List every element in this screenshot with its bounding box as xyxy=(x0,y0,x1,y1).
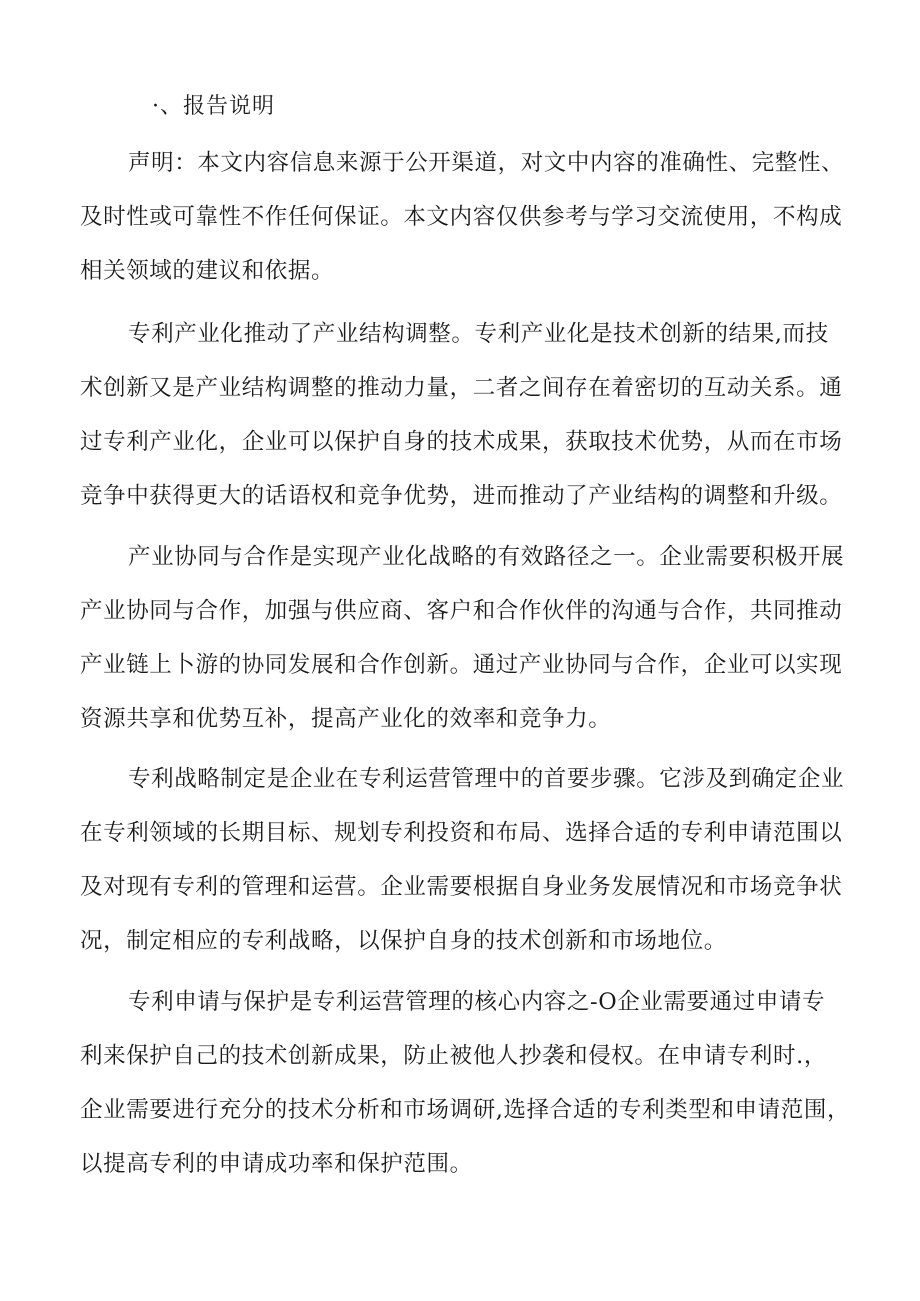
paragraph-line: 及对现有专利的管理和运营。企业需要根据自身业务发展情况和市场竞争状 xyxy=(80,874,843,900)
paragraph-line: 术创新又是产业结构调整的推动力量，二者之间存在着密切的互动关系。通 xyxy=(80,375,843,401)
paragraph-line: 相关领域的建议和依据。 xyxy=(80,258,335,284)
paragraph-line: 及时性或可靠性不作任何保证。本文内容仅供参考与学习交流使用，不构成 xyxy=(80,204,843,230)
paragraph-line: 以提高专利的申请成功率和保护范围。 xyxy=(80,1151,473,1177)
section-heading: ·、报告说明 xyxy=(152,94,275,119)
paragraph-patent-strategy xyxy=(80,752,845,968)
paragraph-line: 专利产业化推动了产业结构调整。专利产业化是技术创新的结果,而技 xyxy=(128,321,829,347)
paragraph-disclaimer xyxy=(80,136,845,298)
paragraph-line: 利来保护自己的技术创新成果，防止被他人抄袭和侵权。在申请专利时.， xyxy=(80,1043,827,1069)
paragraph-line: 声明：本文内容信息来源于公开渠道，对文中内容的准确性、完整性、 xyxy=(128,150,845,176)
paragraph-line: 资源共享和优势互补，提高产业化的效率和竞争力。 xyxy=(80,706,612,732)
paragraph-line: 产业链上卜游的协同发展和合作创新。通过产业协同与合作，企业可以实现 xyxy=(80,652,843,678)
paragraph-line: 竞争中获得更大的话语权和竞争优势，进而推动了产业结构的调整和升级。 xyxy=(80,483,843,509)
paragraph-industrial-collaboration xyxy=(80,530,845,746)
paragraph-patent-application xyxy=(80,975,851,1191)
paragraph-line: 在专利领域的长期目标、规划专利投资和布局、选择合适的专利申请范围以 xyxy=(80,820,843,846)
paragraph-line: 况，制定相应的专利战略，以保护自身的技术创新和市场地位。 xyxy=(80,928,727,954)
paragraph-line: 专利申请与保护是专利运营管理的核心内容之-O企业需要通过申请专 xyxy=(128,989,826,1015)
paragraph-line: 企业需要进行充分的技术分析和市场调研,选择合适的专利类型和申请范围， xyxy=(80,1097,851,1123)
paragraph-line: 产业协同与合作，加强与供应商、客户和合作伙伴的沟通与合作，共同推动 xyxy=(80,598,843,624)
paragraph-line: 专利战略制定是企业在专利运营管理中的首要步骤。它涉及到确定企业 xyxy=(128,766,845,792)
paragraph-industrial-structure xyxy=(80,307,843,523)
paragraph-line: 产业协同与合作是实现产业化战略的有效路径之一。企业需要积极开展 xyxy=(128,544,845,570)
paragraph-line: 过专利产业化，企业可以保护自身的技术成果，获取技术优势，从而在市场 xyxy=(80,429,843,455)
